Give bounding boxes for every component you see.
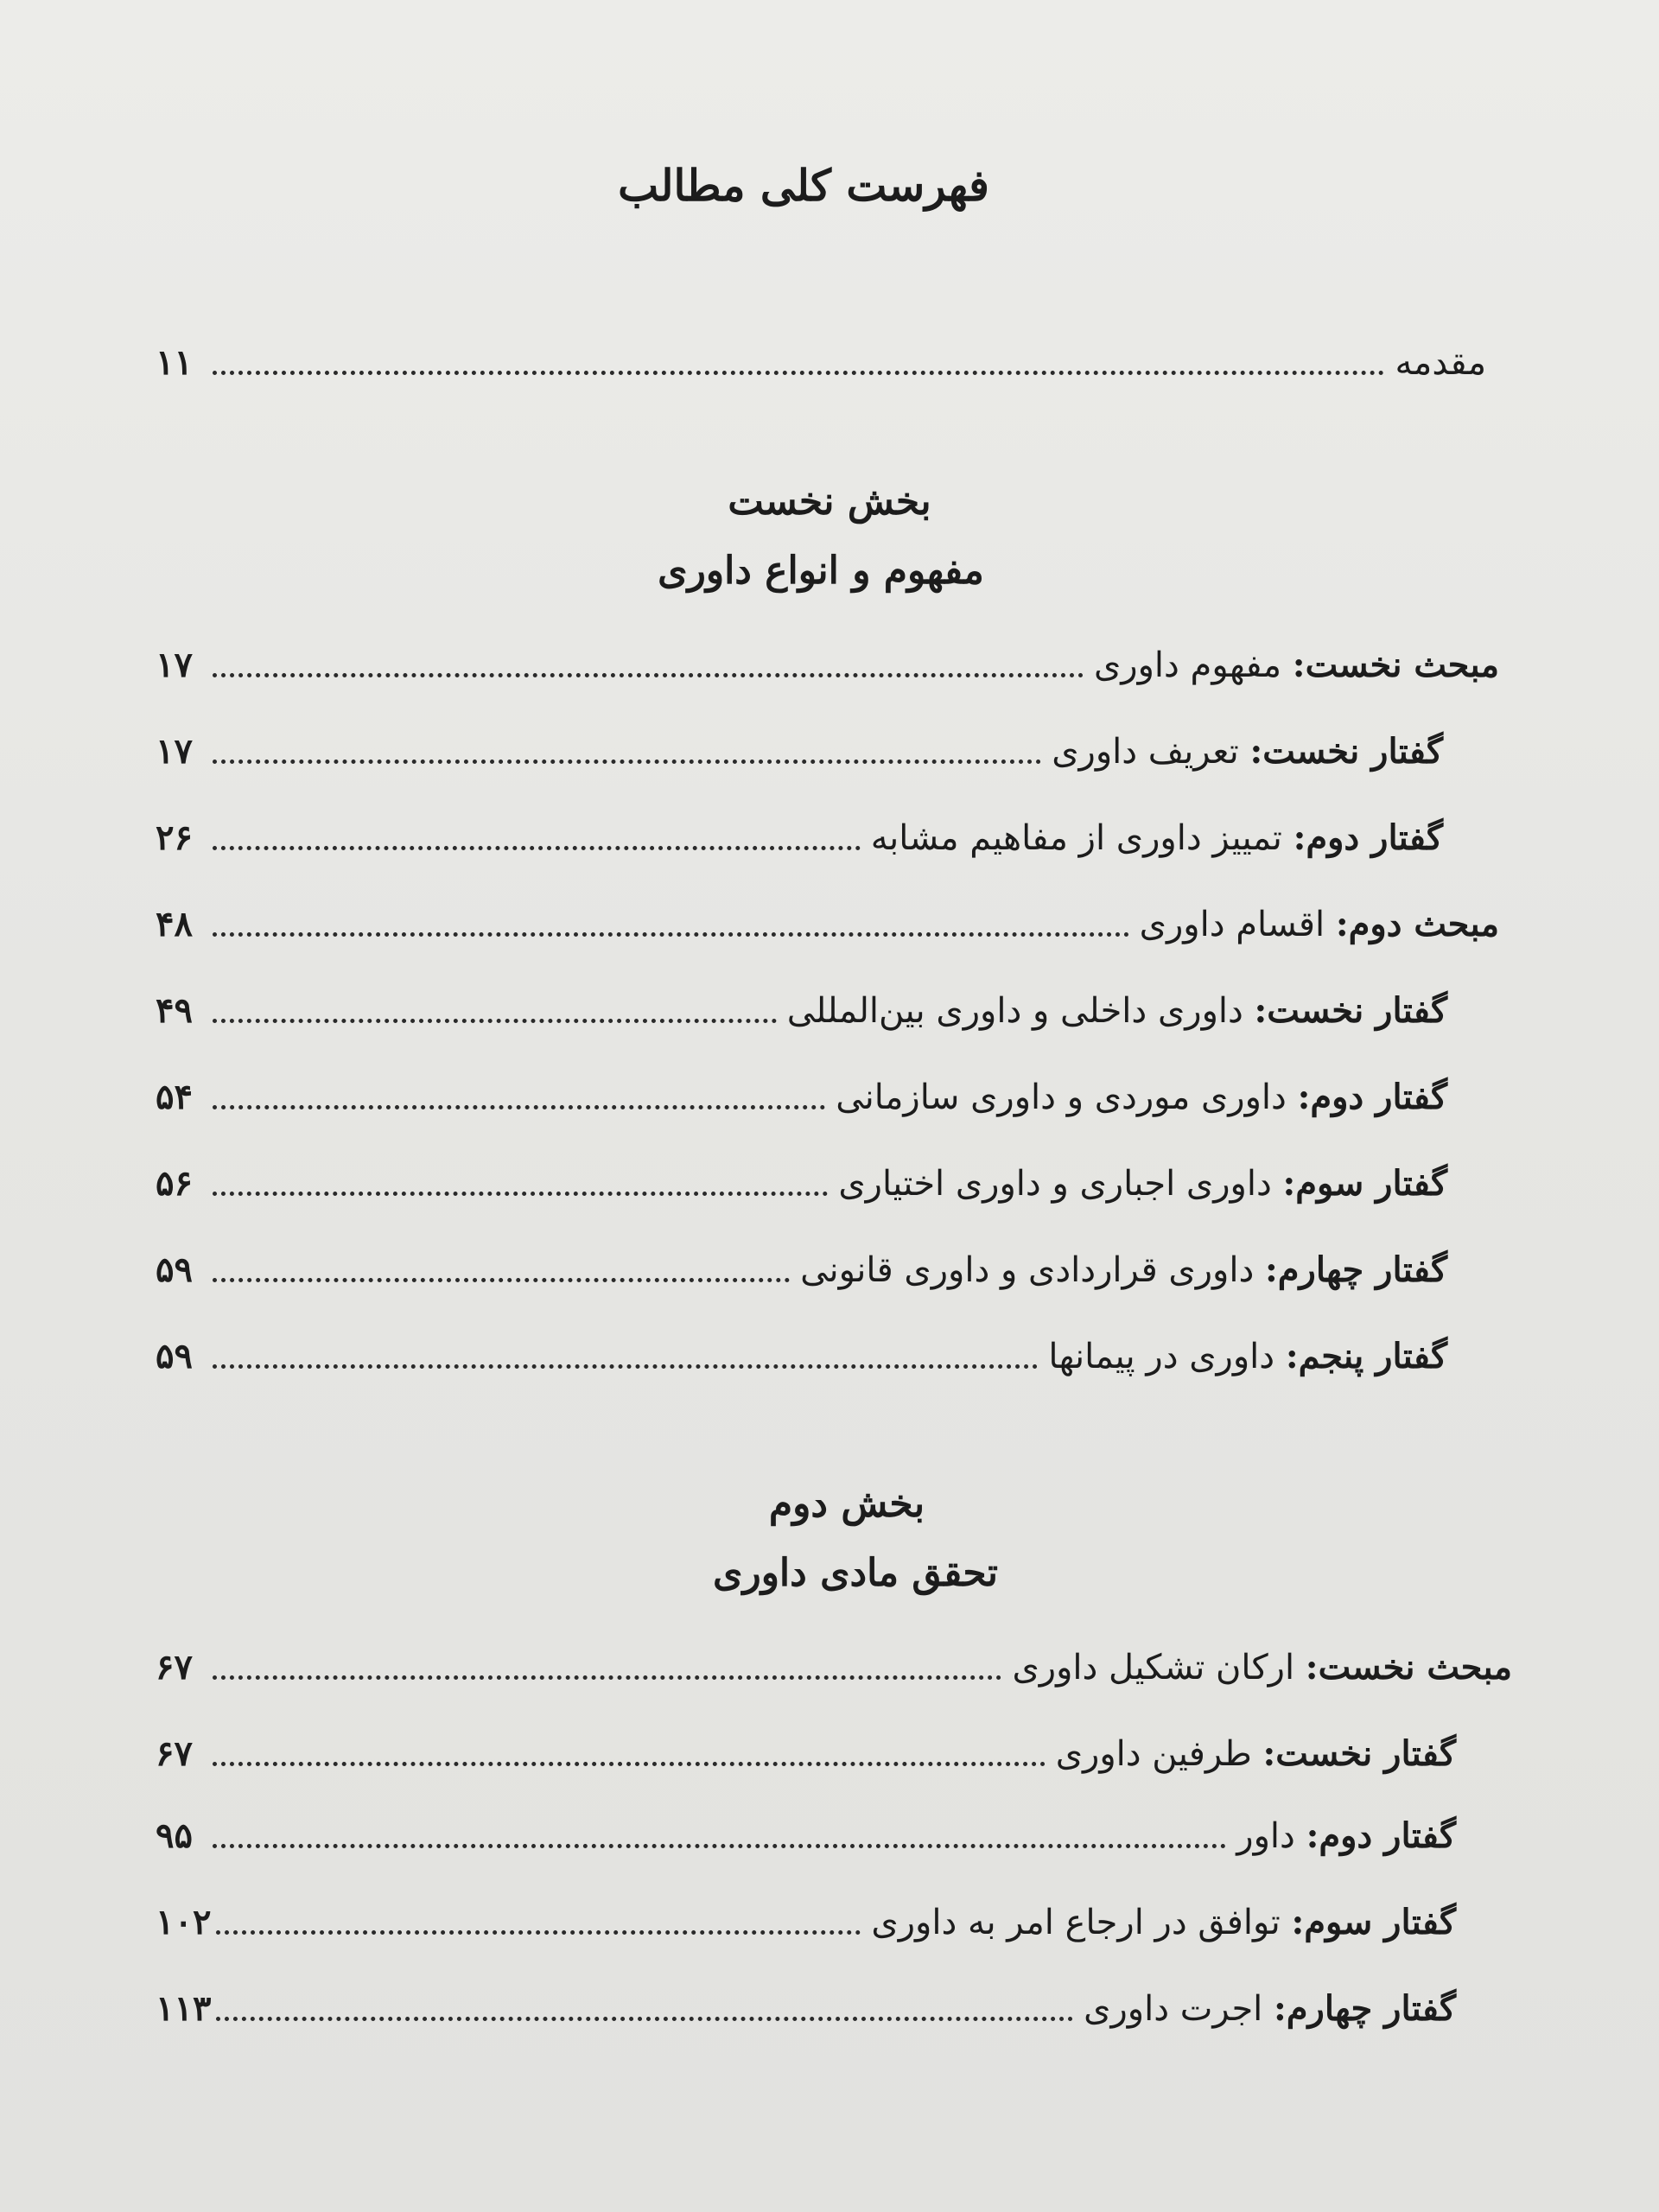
toc-entry-label: مبحث نخست: مفهوم داوری	[1093, 645, 1499, 685]
toc-page-number: ۱۷	[156, 731, 193, 772]
dot-leader	[216, 2017, 1073, 2021]
dot-leader	[213, 1105, 825, 1109]
toc-entry-label: گفتار نخست: تعریف داوری	[1052, 731, 1443, 772]
toc-entry-label: مبحث دوم: اقسام داوری	[1139, 904, 1499, 944]
toc-entry-label: مبحث نخست: ارکان تشکیل داوری	[1012, 1647, 1512, 1688]
toc-page-number: ۱۷	[156, 645, 193, 685]
dot-leader	[213, 1762, 1046, 1766]
toc-entry-label: گفتار دوم: تمییز داوری از مفاهیم مشابه	[870, 817, 1443, 858]
dot-leader	[213, 1019, 777, 1023]
dot-leader	[216, 1930, 861, 1935]
dot-leader	[213, 673, 1084, 677]
toc-entry-subsection	[156, 1879, 1456, 1940]
dot-leader	[213, 1192, 828, 1196]
toc-entry-subsection	[156, 1711, 1456, 1774]
dot-leader	[213, 1844, 1226, 1848]
toc-page-number: ۱۰۲	[156, 1902, 212, 1942]
toc-entry-subsection	[156, 709, 1443, 772]
toc-entry-subsection	[156, 1966, 1456, 2029]
toc-entry-label: گفتار پنجم: داوری در پیمانها	[1048, 1336, 1447, 1376]
toc-page-number: ۹۵	[156, 1815, 193, 1856]
part-subheading: مفهوم و انواع داوری	[658, 549, 984, 593]
toc-entry-label: گفتار دوم: داور	[1236, 1815, 1456, 1856]
toc-page-number: ۵۹	[156, 1336, 193, 1376]
dot-leader	[213, 760, 1041, 764]
toc-entry-section	[156, 622, 1499, 683]
toc-page-number: ۶۷	[156, 1647, 193, 1688]
toc-page-number: ۱۱۳	[156, 1988, 212, 2029]
toc-entry-section	[156, 881, 1499, 942]
toc-page-number: ۲۶	[156, 817, 193, 858]
dot-leader	[213, 371, 1384, 375]
toc-entry-subsection	[156, 1141, 1447, 1204]
toc-entry-label: گفتار چهارم: داوری قراردادی و داوری قانونی	[800, 1249, 1447, 1290]
toc-entry-section	[156, 1624, 1512, 1688]
toc-page-number: ۴۹	[156, 990, 193, 1031]
toc-page-number: ۶۷	[156, 1733, 193, 1774]
toc-entry-label: گفتار چهارم: اجرت داوری	[1084, 1988, 1456, 2029]
toc-page-number: ۵۶	[156, 1163, 193, 1204]
toc-entry-subsection	[156, 1793, 1456, 1856]
dot-leader	[213, 1364, 1038, 1369]
dot-leader	[213, 846, 861, 850]
page-title: فهرست کلی مطالب	[618, 160, 989, 211]
dot-leader	[213, 932, 1129, 937]
dot-leader	[213, 1278, 790, 1282]
toc-entry-text: مقدمه	[1395, 343, 1486, 383]
toc-page-number: ۴۸	[156, 904, 193, 944]
toc-page-number: ۵۴	[156, 1077, 193, 1117]
toc-entry-label: گفتار نخست: داوری داخلی و داوری بین‌المللی	[786, 990, 1447, 1031]
toc-entry-label: گفتار سوم: داوری اجباری و داوری اختیاری	[838, 1163, 1447, 1204]
toc-entry-subsection	[156, 1054, 1447, 1115]
part-subheading: تحقق مادی داوری	[713, 1551, 998, 1595]
dot-leader	[213, 1675, 1001, 1680]
toc-entry-subsection	[156, 1227, 1447, 1290]
toc-entry-label: گفتار نخست: طرفین داوری	[1055, 1733, 1456, 1774]
toc-page-number: ۵۹	[156, 1249, 193, 1290]
part-heading: بخش نخست	[728, 480, 931, 524]
toc-entry-subsection	[156, 1313, 1447, 1374]
part-heading: بخش دوم	[768, 1482, 925, 1526]
toc-entry-intro	[156, 320, 1486, 383]
toc-entry-label: گفتار سوم: توافق در ارجاع امر به داوری	[871, 1902, 1456, 1942]
toc-entry-label	[1389, 343, 1486, 383]
toc-page-number: ۱۱	[156, 342, 193, 383]
toc-entry-subsection	[156, 795, 1443, 858]
toc-entry-subsection	[156, 968, 1447, 1031]
toc-entry-label: گفتار دوم: داوری موردی و داوری سازمانی	[836, 1077, 1447, 1117]
